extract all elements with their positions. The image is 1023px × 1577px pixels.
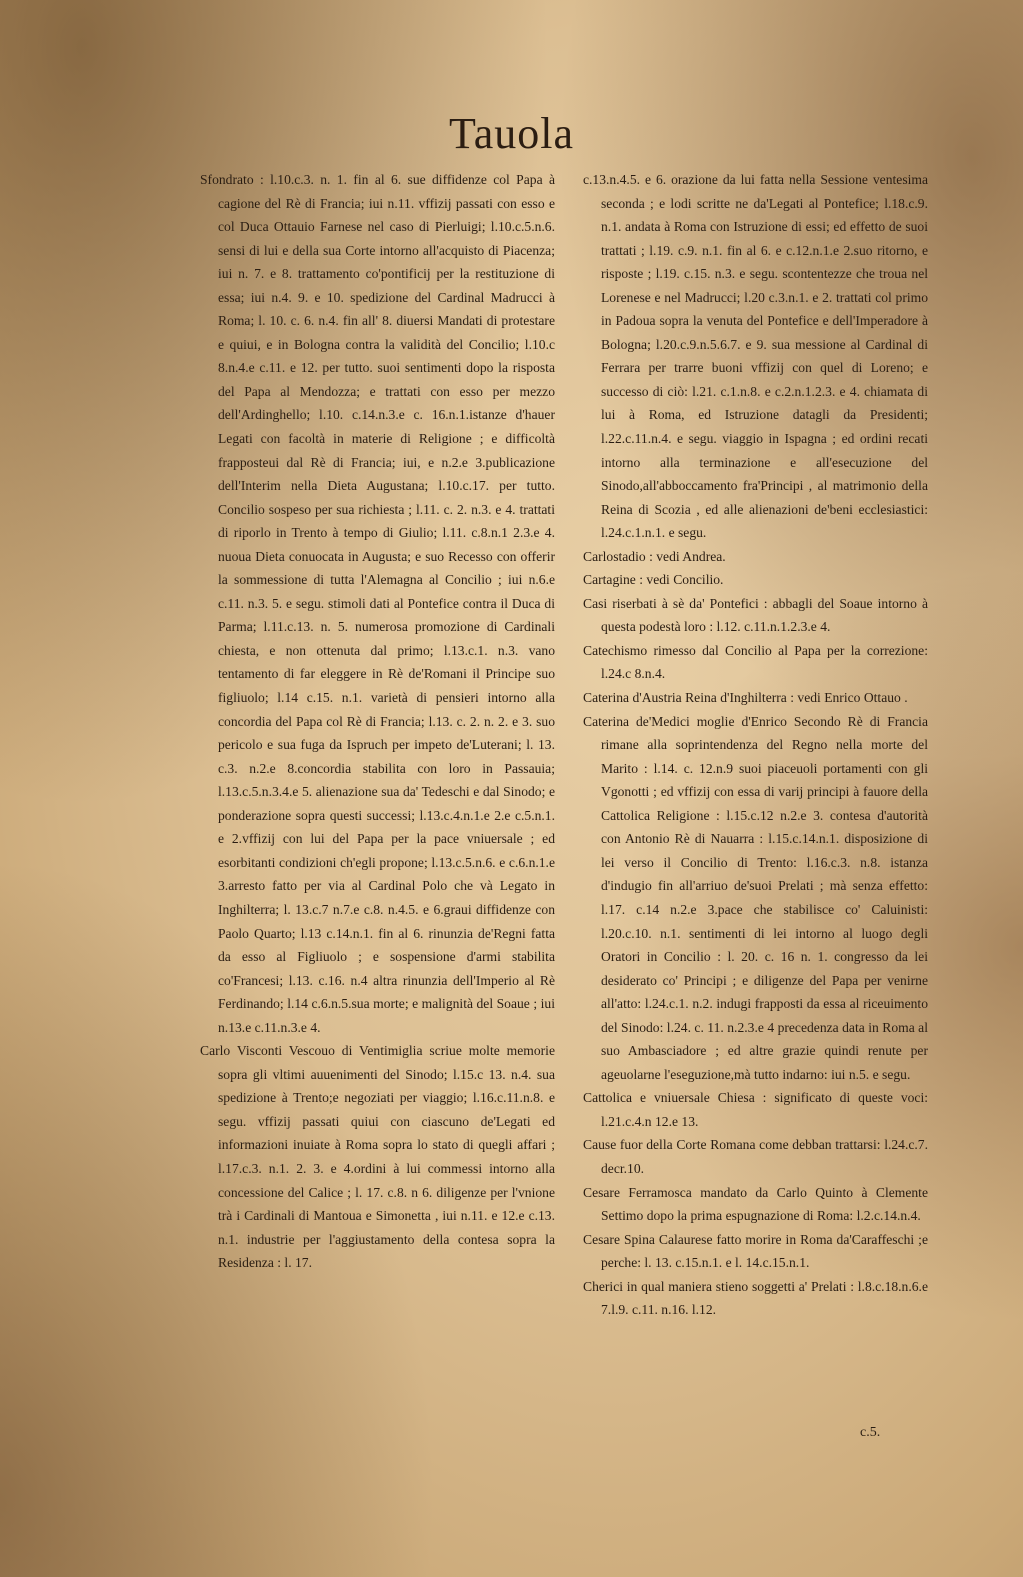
index-entry: Carlo Visconti Vescouo di Ventimiglia scriue molte memorie sopra gli vltimi auuenimenti del Sinodo; l.15.c 13. n.4. sua spedizione à Trento;e negoziati per viaggio; l.16.c.11.n.8. e segu. vffizij passati quiui con ciascuno de'Legati ed informazioni inuiate à Roma sopra lo stato di quegli affari ; l.17.c.3. n.1. 2. 3. e 4.ordini à lui commessi intorno alla concessione del Calice ; l. 17. c.8. n 6. diligenze per l'vnione trà i Cardinali di Mantoua e Simonetta , iui n.11. e 12.e c.13. n.1. industrie per l'aggiustamento della contesa sopra la Residenza : l. 17. bbox=[200, 1043, 555, 1271]
index-column-left bbox=[200, 168, 555, 1275]
index-entry: Caterina d'Austria Reina d'Inghilterra : vedi Enrico Ottauo . bbox=[583, 690, 908, 706]
index-entry: Caterina de'Medici moglie d'Enrico Secondo Rè di Francia rimane alla soprintendenza del Regno nella morte del Marito : l.14. c. 12.n.9 suoi piaceuoli portamenti con gli Vgonotti ; ed vffizij con essa di varij principi à fauore della Cattolica Religione : l.15.c.12 n.2.e 3. contesa d'autorità con Antonio Rè di Nauarra : l.15.c.14.n.1. disposizione di lei verso il Concilio di Trento: l.16.c.3. n.8. istanza d'indugio fin all'arriuo de'suoi Prelati ; mà senza effetto: l.17. c.14 n.2.e 3.pace che stabilisce co' Caluinisti: l.20.c.10. n.1. sentimenti di lei intorno al luogo degli Oratori in Concilio : l. 20. c. 16 n. 1. congresso da lei desiderato co' Principi ; e diligenze del Papa per venirne all'atto: l.24.c.1. n.2. indugi frapposti da essa al riceuimento del Sinodo: l.24. c. 11. n.2.3.e 4 precedenza data in Roma al suo Ambasciadore ; ed altre grazie quindi renute per ageuolarne l'eseguzione,mà tutto indarno: iui n.5. e segu. bbox=[583, 713, 928, 1082]
index-entry: c.13.n.4.5. e 6. orazione da lui fatta nella Sessione ventesima seconda ; e lodi scritte ne da'Legati al Pontefice; l.18.c.9. n.1. andata à Roma con Istruzione di essi; ed effetto de suoi trattati ; l.19. c.9. n.1. fin al 6. e c.12.n.1.e 2.suo ritorno, e risposte ; l.19. c.15. n.3. e segu. scontentezze che troua nel Lorenese e nel Madrucci; l.20 c.3.n.1. e 2. trattati col primo in Padoua sopra la venuta del Pontefice e dell'Imperadore à Bologna; l.20.c.9.n.5.6.7. e 9. sua messione al Cardinal di Ferrara per trarre buoni vffizij con quel di Loreno; e successo di ciò: l.21. c.1.n.8. e c.2.n.1.2.3. e 4. chiamata di lui à Roma, ed Istruzione datagli da Presidenti; l.22.c.11.n.4. e segu. viaggio in Ispagna ; ed ordini recati intorno alla terminazione e all'esecuzione del Sinodo,all'abboccamento fra'Principi , al matrimonio della Reina di Scozia , ed alle alienazioni de'beni ecclesiastici: l.24.c.1.n.1. e segu. bbox=[583, 172, 928, 541]
index-entry: Cause fuor della Corte Romana come debban trattarsi: l.24.c.7. decr.10. bbox=[583, 1137, 928, 1176]
page-title: Tauola bbox=[448, 109, 575, 158]
index-entry: Carlostadio : vedi Andrea. bbox=[583, 548, 726, 564]
index-entry: Catechismo rimesso dal Concilio al Papa per la correzione: l.24.c 8.n.4. bbox=[583, 642, 928, 682]
index-entry: Cattolica e vniuersale Chiesa : significato di queste voci: l.21.c.4.n 12.e 13. bbox=[583, 1090, 928, 1129]
catchword: c.5. bbox=[860, 1425, 881, 1440]
index-entry: Cesare Ferramosca mandato da Carlo Quinto à Clemente Settimo dopo la prima espugnazione di Roma: l.2.c.14.n.4. bbox=[583, 1184, 928, 1224]
index-entry: Cherici in qual maniera stieno soggetti a' Prelati : l.8.c.18.n.6.e 7.l.9. c.11. n.16. l.12. bbox=[583, 1278, 928, 1318]
index-entry: Cartagine : vedi Concilio. bbox=[583, 572, 724, 588]
index-entry: Casi riserbati à sè da' Pontefici : abbagli del Soaue intorno à questa podestà loro : l.12. c.11.n.1.2.3.e 4. bbox=[583, 595, 928, 635]
index-entry: Cesare Spina Calaurese fatto morire in Roma da'Caraffeschi ;e perche: l. 13. c.15.n.1. e l. 14.c.15.n.1. bbox=[583, 1231, 928, 1271]
index-column-right bbox=[583, 168, 928, 1322]
index-entry: Sfondrato : l.10.c.3. n. 1. fin al 6. sue diffidenze col Papa à cagione del Rè di Francia; iui n.11. vffizij passati con esso e col Duca Ottauio Farnese nel caso di Pierluigi; l.10.c.5.n.6. sensi di lui e della sua Corte intorno all'acquisto di Piacenza; iui n. 7. e 8. trattamento co'pontificij per la restituzione di essa; iui n.4. 9. e 10. spedizione del Cardinal Madrucci à Roma; l. 10. c. 6. n.4. fin all' 8. diuersi Mandati di protestare e quiui, e in Bologna contra la validità del Concilio; l.10.c 8.n.4.e c.11. e 12. per tutto. suoi sentimenti dopo la risposta del Papa al Mendozza; e trattati con esso per mezzo dell'Ardinghello; l.10. c.14.n.3.e c. 16.n.1.istanze d'hauer Legati con facoltà in materie di Religione ; e difficoltà frapposteui dal Rè di Francia; iui, e n.2.e 3.publicazione dell'Interim nella Dieta Augustana; l.10.c.17. per tutto. Concilio sospeso per sua richiesta ; l.11. c. 2. n.3. e 4. trattati di riporlo in Trento à tempo di Giulio; l.11. c.8.n.1 2.3.e 4. nuoua Dieta conuocata in Augusta; e suo Recesso con offerir la sommessione di tutta l'Alemagna al Concilio ; iui n.6.e c.11. n.3. 5. e segu. stimoli dati al Pontefice contra il Duca di Parma; l.11.c.13. n. 5. numerosa promozione di Cardinali chiesta, e non ottenuta dal primo; l.13.c.1. n.3. vano tentamento di far eleggere in Rè de'Romani il Principe suo figliuolo; l.14 c.15. n.1. varietà di pensieri intorno alla concordia del Papa col Rè di Francia; l.13. c. 2. n. 2. e 3. suo pericolo e sua fuga da Ispruch per impeto de'Luterani; l. 13. c.3. n.2.e 8.concordia stabilita con loro in Passauia; l.13.c.5.n.3.4.e 5. alienazione sua da' Tedeschi e dal Sinodo; e ponderazione sopra questi successi; l.13.c.4.n.1.e 2.e c.5.n.1. e 2.vffizij con lui del Papa per la pace vniuersale ; ed esorbitanti condizioni ch'egli propone; l.13.c.5.n.6. e c.6.n.1.e 3.arresto fatto per via al Cardinal Polo che và Legato in Inghilterra; l. 13.c.7 n.7.e c.8. n.4.5. e 6.graui diffidenze con Paolo Quarto; l.13 c.14.n.1. fin al 6. rinunzia de'Regni fatta da esso al Figliuolo ; e sospensione d'armi stabilita co'Francesi; l.13. c.16. n.4 altra rinunzia dell'Imperio al Rè Ferdinando; l.14 c.6.n.5.sua morte; e malignità del Soaue ; iui n.13.e c.11.n.3.e 4. bbox=[200, 172, 555, 1035]
